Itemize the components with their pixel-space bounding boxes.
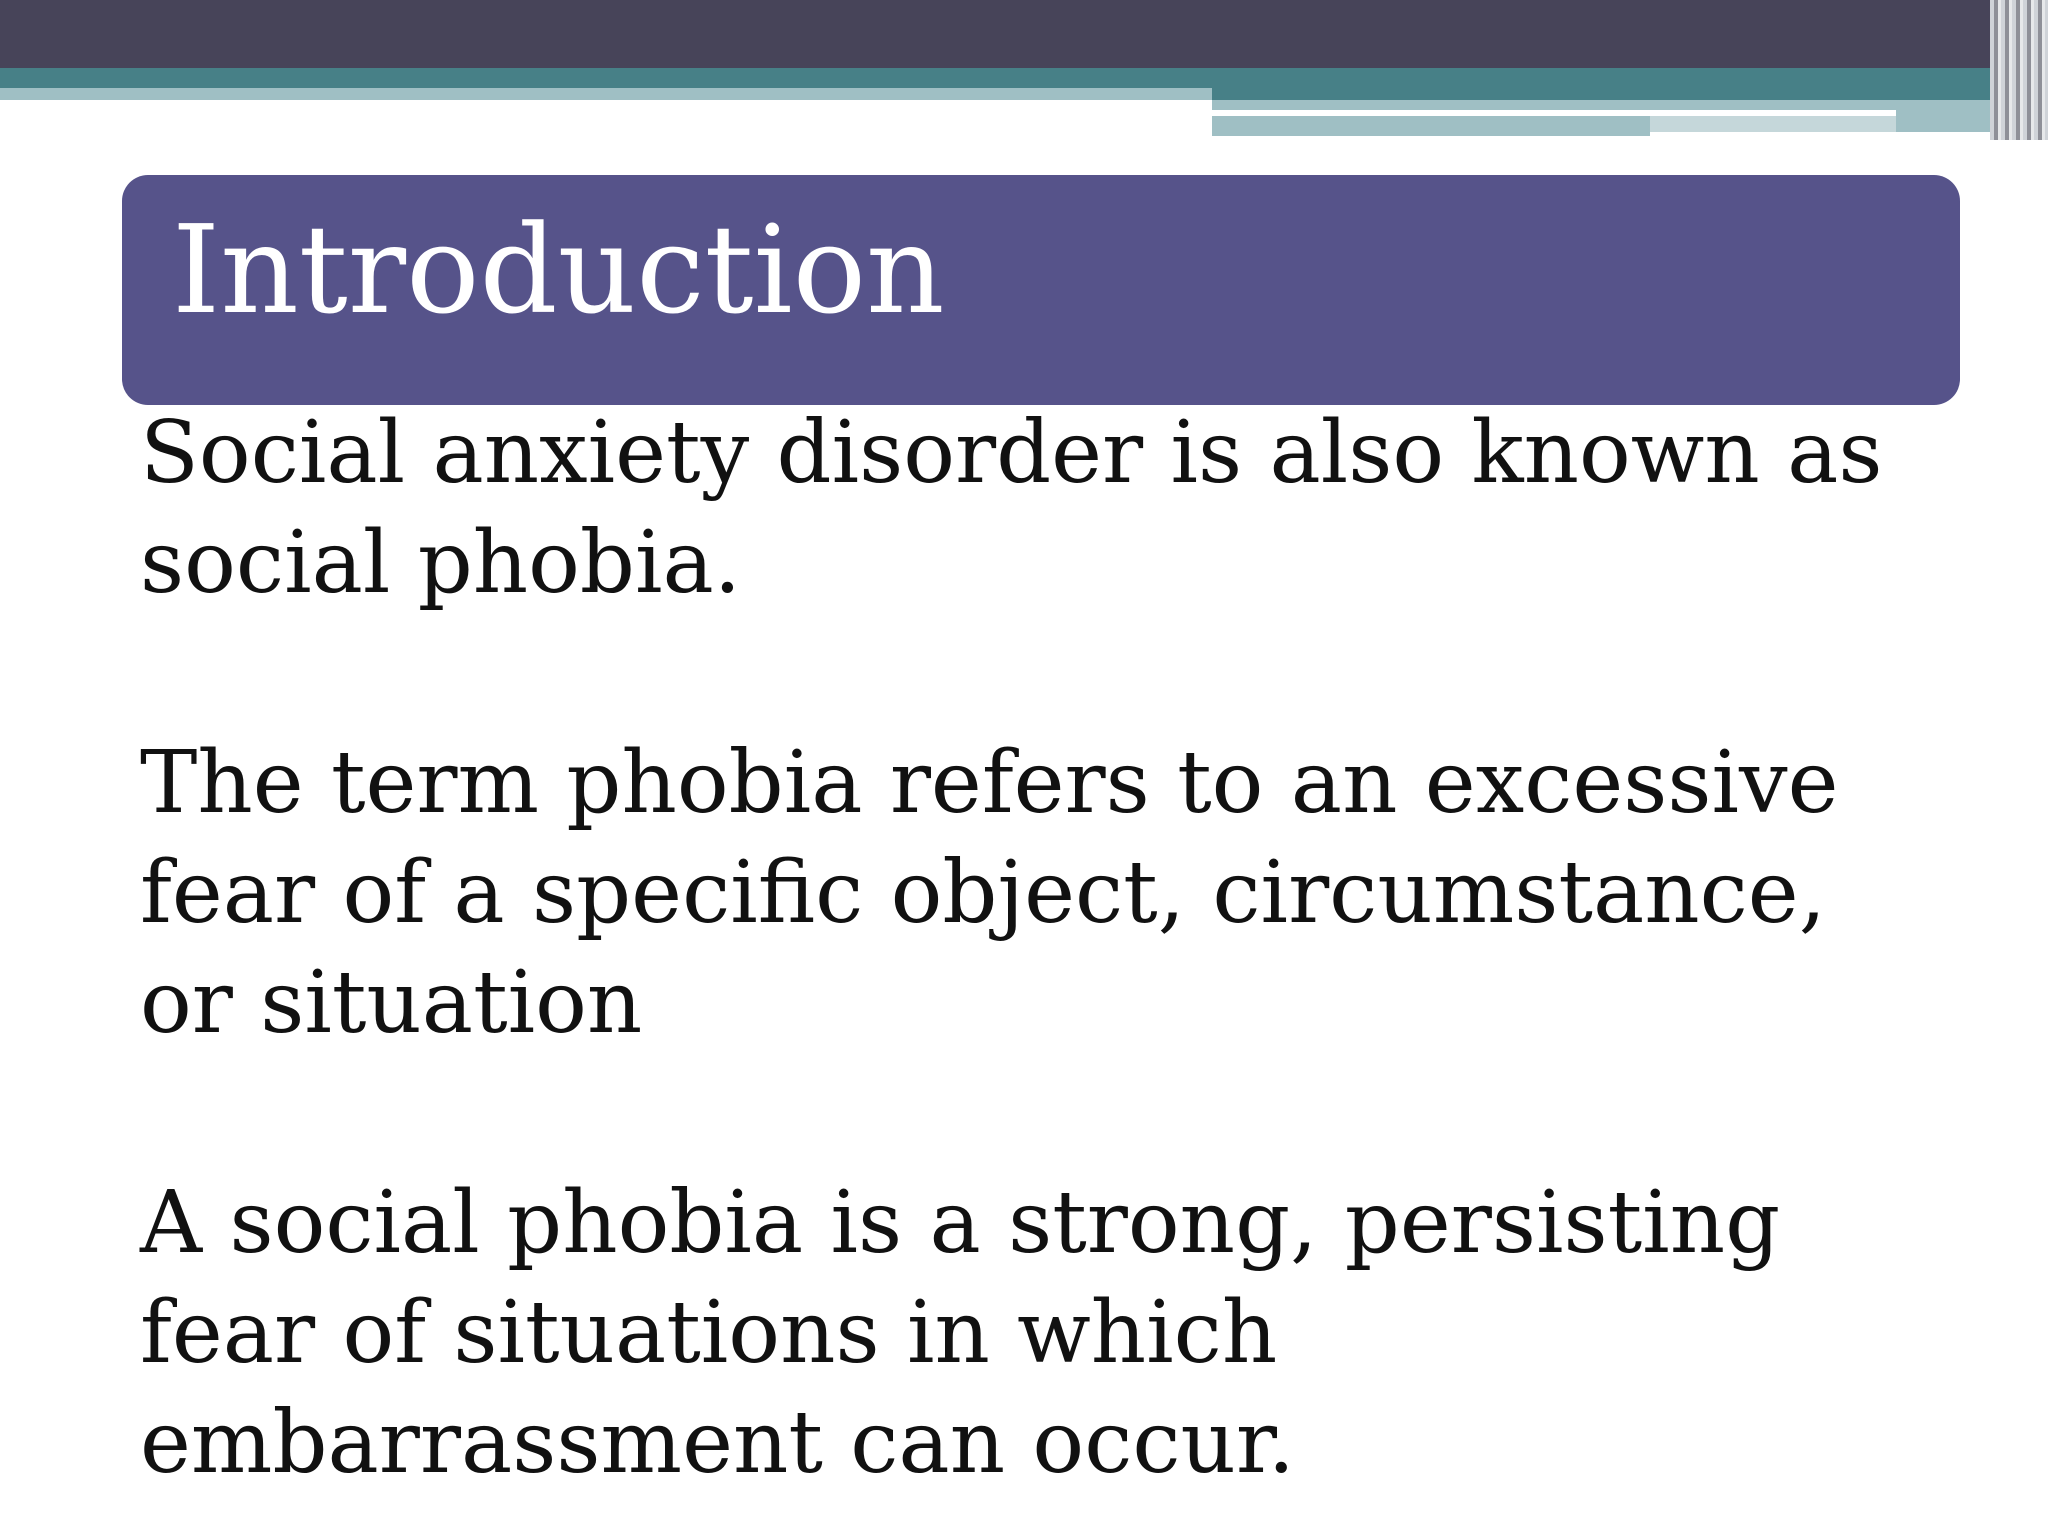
title-panel: [122, 175, 1960, 405]
slide-title: Introduction: [172, 199, 945, 341]
decor-stripe-1: [1212, 100, 1896, 110]
decor-stripe-4: [1896, 100, 1996, 132]
top-bar-teal: [0, 68, 2048, 88]
paragraph-1: Social anxiety disorder is also known as social phobia.: [140, 403, 1883, 613]
top-bar-teal-light: [0, 88, 1212, 100]
decor-stripe-3: [1650, 116, 1896, 132]
edge-stripes: [1990, 0, 2048, 140]
top-bar-teal-right: [1212, 88, 2048, 100]
paragraph-3: A social phobia is a strong, persisting fear of situations in which embarrassment can occur.: [140, 1173, 1781, 1493]
decor-stripe-2: [1212, 116, 1650, 136]
paragraph-2: The term phobia refers to an excessive fear of a specific object, circumstance, or situation: [140, 733, 1839, 1053]
slide-body: [140, 398, 1900, 1498]
top-bar-dark: [0, 0, 2048, 68]
